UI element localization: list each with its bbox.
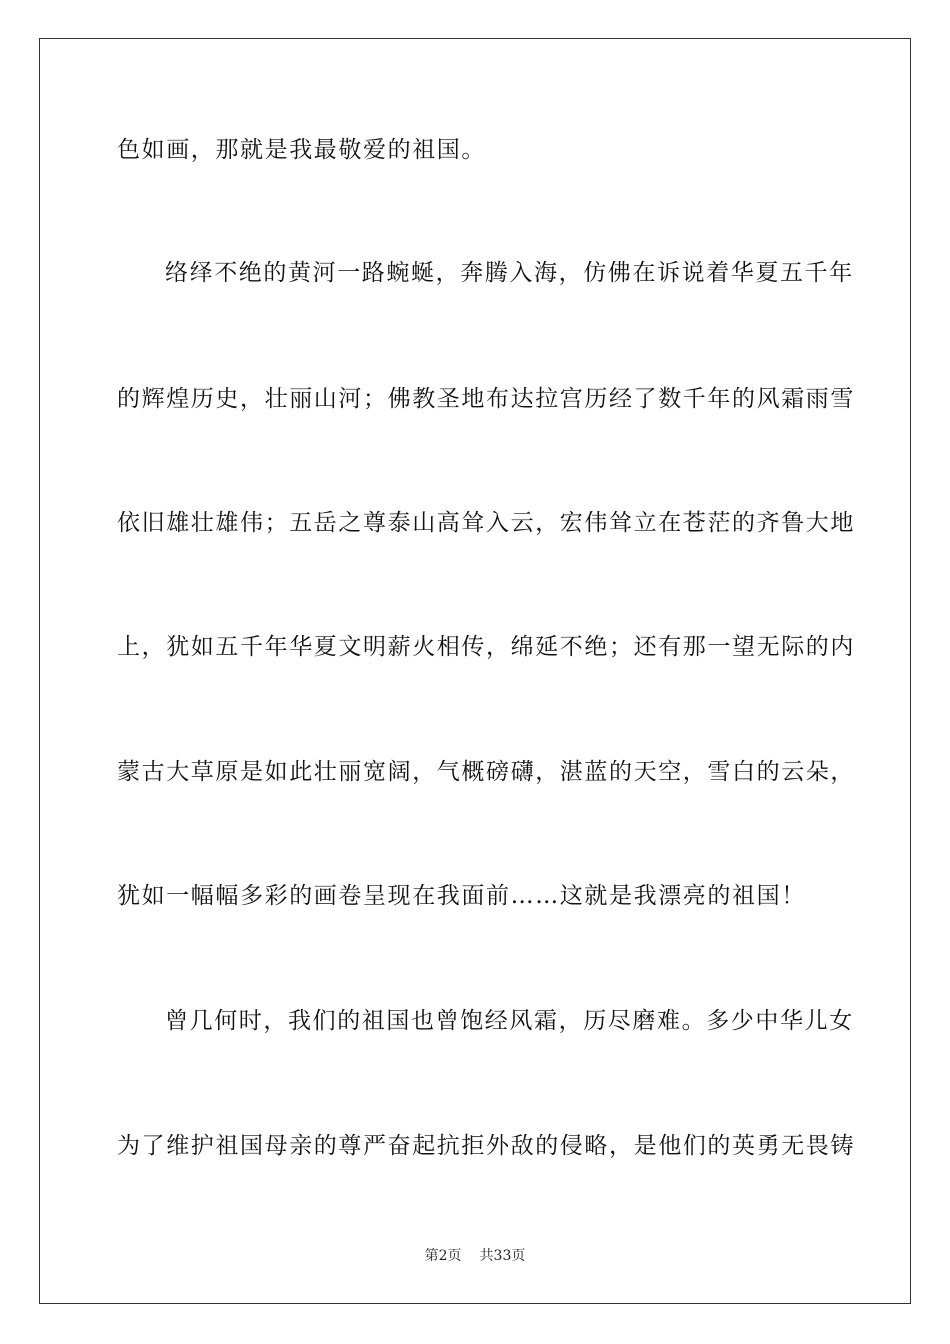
text-line-5: 上，犹如五千年华夏文明薪火相传，绵延不绝；还有那一望无际的内 [117,634,855,660]
text-line-7: 犹如一幅幅多彩的画卷呈现在我面前……这就是我漂亮的祖国！ [117,883,806,909]
text-line-2: 络绎不绝的黄河一路蜿蜒，奔腾入海，仿佛在诉说着华夏五千年 [165,260,854,286]
page-footer [0,1246,950,1266]
text-line-1: 色如画，那就是我最敬爱的祖国。 [117,137,486,163]
text-line-4: 依旧雄壮雄伟；五岳之尊泰山高耸入云，宏伟耸立在苍茫的齐鲁大地 [117,510,855,536]
page-number: 第2页 [424,1248,462,1264]
page-frame [39,38,911,1304]
text-line-3: 的辉煌历史，壮丽山河；佛教圣地布达拉宫历经了数千年的风霜雨雪 [117,386,855,412]
total-pages: 共33页 [479,1248,526,1264]
text-line-6: 蒙古大草原是如此壮丽宽阔，气概磅礴，湛蓝的天空，雪白的云朵， [117,759,855,785]
text-line-9: 为了维护祖国母亲的尊严奋起抗拒外敌的侵略，是他们的英勇无畏铸 [117,1133,855,1159]
text-line-8: 曾几何时，我们的祖国也曾饱经风霜，历尽磨难。多少中华儿女 [165,1008,854,1034]
